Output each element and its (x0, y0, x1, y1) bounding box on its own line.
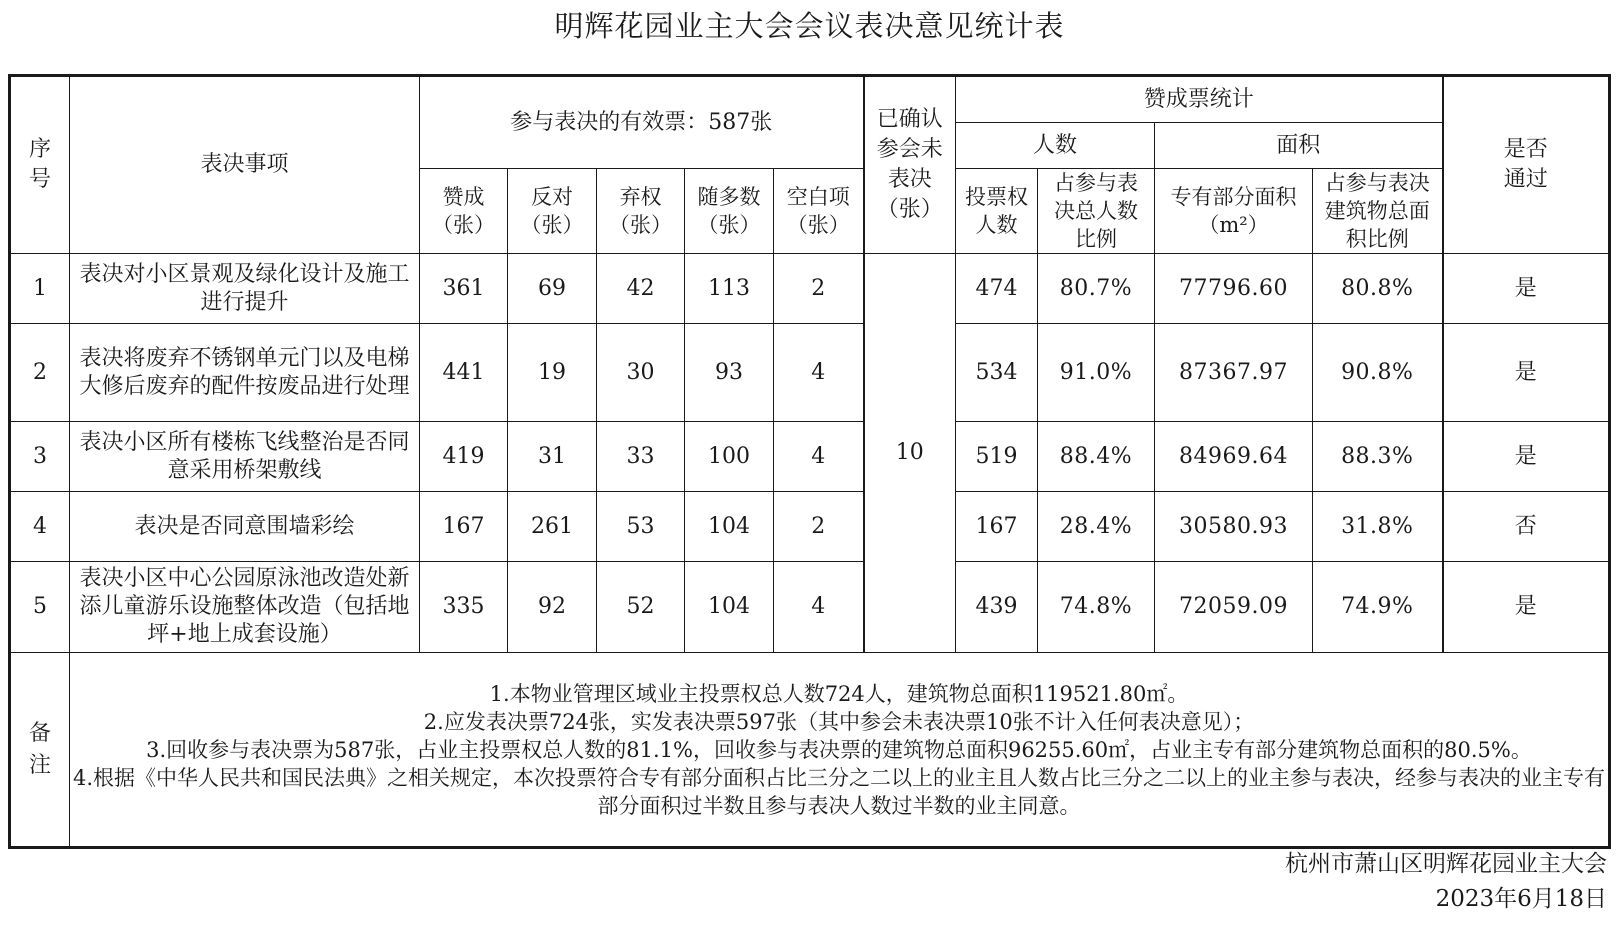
row-approve: 441 (420, 324, 508, 422)
row-abstain: 33 (597, 422, 685, 492)
row-voters: 534 (956, 324, 1038, 422)
header-people-ratio: 占参与表决总人数比例 (1038, 169, 1155, 254)
row-approve: 167 (420, 492, 508, 562)
row-oppose: 19 (508, 324, 597, 422)
row-blank: 4 (774, 324, 864, 422)
row-blank: 4 (774, 422, 864, 492)
row-abstain: 52 (597, 562, 685, 653)
note-line-1: 1.本物业管理区域业主投票权总人数724人，建筑物总面积119521.80㎡。 (489, 681, 1189, 706)
row-area: 87367.97 (1155, 324, 1313, 422)
row-oppose: 69 (508, 254, 597, 324)
row-seq: 3 (10, 422, 70, 492)
table-row (10, 492, 1610, 562)
header-voters: 投票权人数 (956, 169, 1038, 254)
header-approve: 赞成 （张） (420, 169, 508, 254)
header-confirmed-not-voted: 已确认参会未表决（张） (864, 76, 956, 254)
row-approve: 361 (420, 254, 508, 324)
row-follow: 104 (685, 492, 774, 562)
header-blank: 空白项 （张） (774, 169, 864, 254)
header-people: 人数 (956, 123, 1155, 169)
row-seq: 4 (10, 492, 70, 562)
header-abstain: 弃权 （张） (597, 169, 685, 254)
header-oppose: 反对 （张） (508, 169, 597, 254)
header-follow-majority: 随多数 （张） (685, 169, 774, 254)
note-line-4: 4.根据《中华人民共和国民法典》之相关规定，本次投票符合专有部分面积占比三分之二以上的业主且人数占比三分之二以上的业主参与表决，经参与表决的业主专有部分面积过半数且参与表决人数过半数的业主同意。 (72, 765, 1606, 818)
row-area-ratio: 88.3% (1313, 422, 1443, 492)
header-seq: 序号 (10, 76, 70, 254)
footer-organization: 杭州市萧山区明辉花园业主大会 (1285, 851, 1607, 877)
row-area-ratio: 90.8% (1313, 324, 1443, 422)
row-approve: 419 (420, 422, 508, 492)
table-row (10, 254, 1610, 324)
notes-label: 备注 (10, 653, 70, 848)
header-area: 面积 (1155, 123, 1443, 169)
row-people-ratio: 88.4% (1038, 422, 1155, 492)
header-exclusive-area: 专有部分面积（m²） (1155, 169, 1313, 254)
row-area-ratio: 80.8% (1313, 254, 1443, 324)
row-blank: 2 (774, 254, 864, 324)
row-people-ratio: 80.7% (1038, 254, 1155, 324)
footer-date: 2023年6月18日 (1435, 886, 1607, 912)
row-area: 30580.93 (1155, 492, 1313, 562)
row-blank: 2 (774, 492, 864, 562)
table-row (10, 562, 1610, 653)
row-seq: 2 (10, 324, 70, 422)
header-approve-stats: 赞成票统计 (956, 76, 1443, 123)
row-passed: 否 (1443, 492, 1610, 562)
row-passed: 是 (1443, 324, 1610, 422)
row-voters: 474 (956, 254, 1038, 324)
header-passed: 是否通过 (1443, 76, 1610, 254)
row-area-ratio: 31.8% (1313, 492, 1443, 562)
row-oppose: 31 (508, 422, 597, 492)
row-seq: 1 (10, 254, 70, 324)
notes-row (10, 653, 1610, 848)
row-passed: 是 (1443, 562, 1610, 653)
note-line-2: 2.应发表决票724张，实发表决票597张（其中参会未表决票10张不计入任何表决意见）； (423, 709, 1255, 734)
row-voters: 519 (956, 422, 1038, 492)
header-area-ratio: 占参与表决建筑物总面积比例 (1313, 169, 1443, 254)
row-passed: 是 (1443, 254, 1610, 324)
header-item: 表决事项 (70, 76, 420, 254)
row-seq: 5 (10, 562, 70, 653)
row-people-ratio: 28.4% (1038, 492, 1155, 562)
row-passed: 是 (1443, 422, 1610, 492)
row-oppose: 92 (508, 562, 597, 653)
row-people-ratio: 91.0% (1038, 324, 1155, 422)
row-item: 表决小区中心公园原泳池改造处新添儿童游乐设施整体改造（包括地坪+地上成套设施） (70, 562, 420, 653)
row-blank: 4 (774, 562, 864, 653)
row-voters: 167 (956, 492, 1038, 562)
table-row (10, 324, 1610, 422)
table-row (10, 422, 1610, 492)
row-item: 表决将废弃不锈钢单元门以及电梯大修后废弃的配件按废品进行处理 (70, 324, 420, 422)
row-follow: 113 (685, 254, 774, 324)
row-item: 表决小区所有楼栋飞线整治是否同意采用桥架敷线 (70, 422, 420, 492)
row-abstain: 30 (597, 324, 685, 422)
row-item: 表决是否同意围墙彩绘 (70, 492, 420, 562)
notes-content (70, 653, 1610, 848)
header-valid-votes: 参与表决的有效票：587张 (420, 76, 864, 169)
row-area: 77796.60 (1155, 254, 1313, 324)
row-follow: 93 (685, 324, 774, 422)
note-line-3: 3.回收参与表决票为587张，占业主投票权总人数的81.1%，回收参与表决票的建筑物总面积96255.60㎡，占业主专有部分建筑物总面积的80.5%。 (146, 737, 1532, 762)
row-item: 表决对小区景观及绿化设计及施工进行提升 (70, 254, 420, 324)
row-oppose: 261 (508, 492, 597, 562)
row-area: 84969.64 (1155, 422, 1313, 492)
row-approve: 335 (420, 562, 508, 653)
row-area-ratio: 74.9% (1313, 562, 1443, 653)
row-area: 72059.09 (1155, 562, 1313, 653)
row-abstain: 53 (597, 492, 685, 562)
confirmed-not-voted-value: 10 (864, 254, 956, 653)
row-abstain: 42 (597, 254, 685, 324)
vote-statistics-table (8, 74, 1611, 849)
page-title: 明辉花园业主大会会议表决意见统计表 (554, 9, 1065, 43)
row-people-ratio: 74.8% (1038, 562, 1155, 653)
row-follow: 104 (685, 562, 774, 653)
row-follow: 100 (685, 422, 774, 492)
row-voters: 439 (956, 562, 1038, 653)
